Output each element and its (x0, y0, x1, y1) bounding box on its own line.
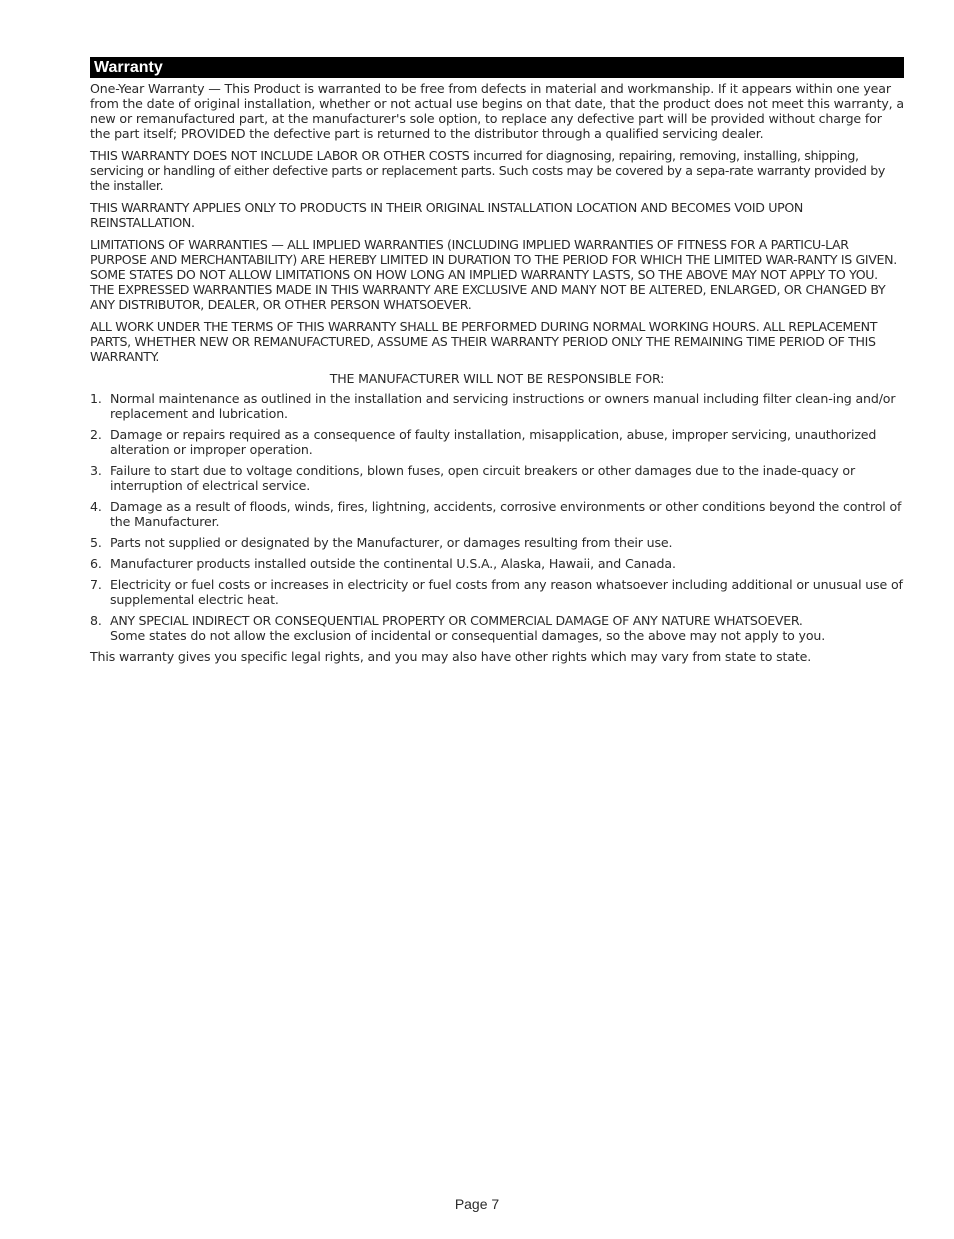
list-item-text: Electricity or fuel costs or increases in electricity or fuel costs from any reason whatsoever including additional or unusual use of supplemental electric heat. (110, 577, 903, 607)
paragraph-one-year-warranty: One-Year Warranty — This Product is warranted to be free from defects in material and workmanship. If it appears within one year from the date of original installation, whether or not actual use begins on that date, that the product does not meet this warranty, a new or remanufactured part, at the manufacturer's sole option, to replace any defective part will be provided without charge for the part itself; PROVIDED the defective part is returned to the distributor through a qualified servicing dealer. (90, 81, 904, 141)
list-item (90, 427, 904, 457)
list-item-text: Failure to start due to voltage conditions, blown fuses, open circuit breakers or other damages due to the inade-quacy or interruption of electrical service. (110, 463, 855, 493)
list-item (90, 556, 904, 571)
list-item-text-secondary: Some states do not allow the exclusion of incidental or consequential damages, so the above may not apply to you. (110, 628, 826, 643)
section-title: Warranty (94, 59, 163, 76)
list-item (90, 463, 904, 493)
page-number: Page 7 (454, 1196, 500, 1212)
list-item (90, 613, 904, 643)
exclusions-list (90, 391, 904, 643)
paragraph-limitations: LIMITATIONS OF WARRANTIES — ALL IMPLIED WARRANTIES (INCLUDING IMPLIED WARRANTIES OF FITNESS FOR A PARTICU-LAR PURPOSE AND MERCHANTABILITY) ARE HEREBY LIMITED IN DURATION TO THE PERIOD FOR WHICH THE LIMITED WAR-RANTY IS GIVEN. SOME STATES DO NOT ALLOW LIMITATIONS ON HOW LONG AN IMPLIED WARRANTY LASTS, SO THE ABOVE MAY NOT APPLY TO YOU. THE EXPRESSED WARRANTIES MADE IN THIS WARRANTY ARE EXCLUSIVE AND MANY NOT BE ALTERED, ENLARGED, OR CHANGED BY ANY DISTRIBUTOR, DEALER, OR OTHER PERSON WHATSOEVER. (90, 237, 897, 312)
list-item-text: ANY SPECIAL INDIRECT OR CONSEQUENTIAL PROPERTY OR COMMERCIAL DAMAGE OF ANY NATURE WHATSOEVER. (110, 613, 803, 628)
closing-statement: This warranty gives you specific legal rights, and you may also have other rights which may vary from state to state. (90, 649, 812, 664)
list-item-number: 8. (90, 613, 102, 628)
list-item-number: 3. (90, 463, 102, 478)
list-item-text: Parts not supplied or designated by the Manufacturer, or damages resulting from their use. (110, 535, 673, 550)
list-item-text: Manufacturer products installed outside the continental U.S.A., Alaska, Hawaii, and Canada. (110, 556, 676, 571)
list-item-number: 7. (90, 577, 102, 592)
warranty-page (90, 57, 904, 664)
list-item-number: 2. (90, 427, 102, 442)
section-header-bar (90, 57, 904, 78)
paragraph-working-hours: ALL WORK UNDER THE TERMS OF THIS WARRANTY SHALL BE PERFORMED DURING NORMAL WORKING HOURS. ALL REPLACEMENT PARTS, WHETHER NEW OR REMANUFACTURED, ASSUME AS THEIR WARRANTY PERIOD ONLY THE REMAINING TIME PERIOD OF THIS WARRANTY. (90, 319, 878, 364)
list-item-number: 4. (90, 499, 102, 514)
list-item-text: Damage or repairs required as a consequence of faulty installation, misapplication, abuse, improper servicing, unauthorized alteration or improper operation. (110, 427, 877, 457)
exclusions-heading: THE MANUFACTURER WILL NOT BE RESPONSIBLE FOR: (329, 371, 665, 386)
list-item (90, 391, 904, 421)
list-item-text: Damage as a result of floods, winds, fires, lightning, accidents, corrosive environments or other conditions beyond the control of the Manufacturer. (110, 499, 902, 529)
list-item-text: Normal maintenance as outlined in the installation and servicing instructions or owners manual including filter clean-ing and/or replacement and lubrication. (110, 391, 896, 421)
list-item-number: 6. (90, 556, 102, 571)
list-item (90, 499, 904, 529)
list-item (90, 535, 904, 550)
paragraph-original-location: THIS WARRANTY APPLIES ONLY TO PRODUCTS IN THEIR ORIGINAL INSTALLATION LOCATION AND BECOMES VOID UPON REINSTALLATION. (90, 200, 803, 230)
paragraph-labor-exclusion: THIS WARRANTY DOES NOT INCLUDE LABOR OR OTHER COSTS incurred for diagnosing, repairing, removing, installing, shipping, servicing or handling of either defective parts or replacement parts. Such costs may be covered by a sepa-rate warranty provided by the installer. (90, 148, 885, 193)
list-item (90, 577, 904, 607)
list-item-number: 1. (90, 391, 102, 406)
list-item-number: 5. (90, 535, 102, 550)
